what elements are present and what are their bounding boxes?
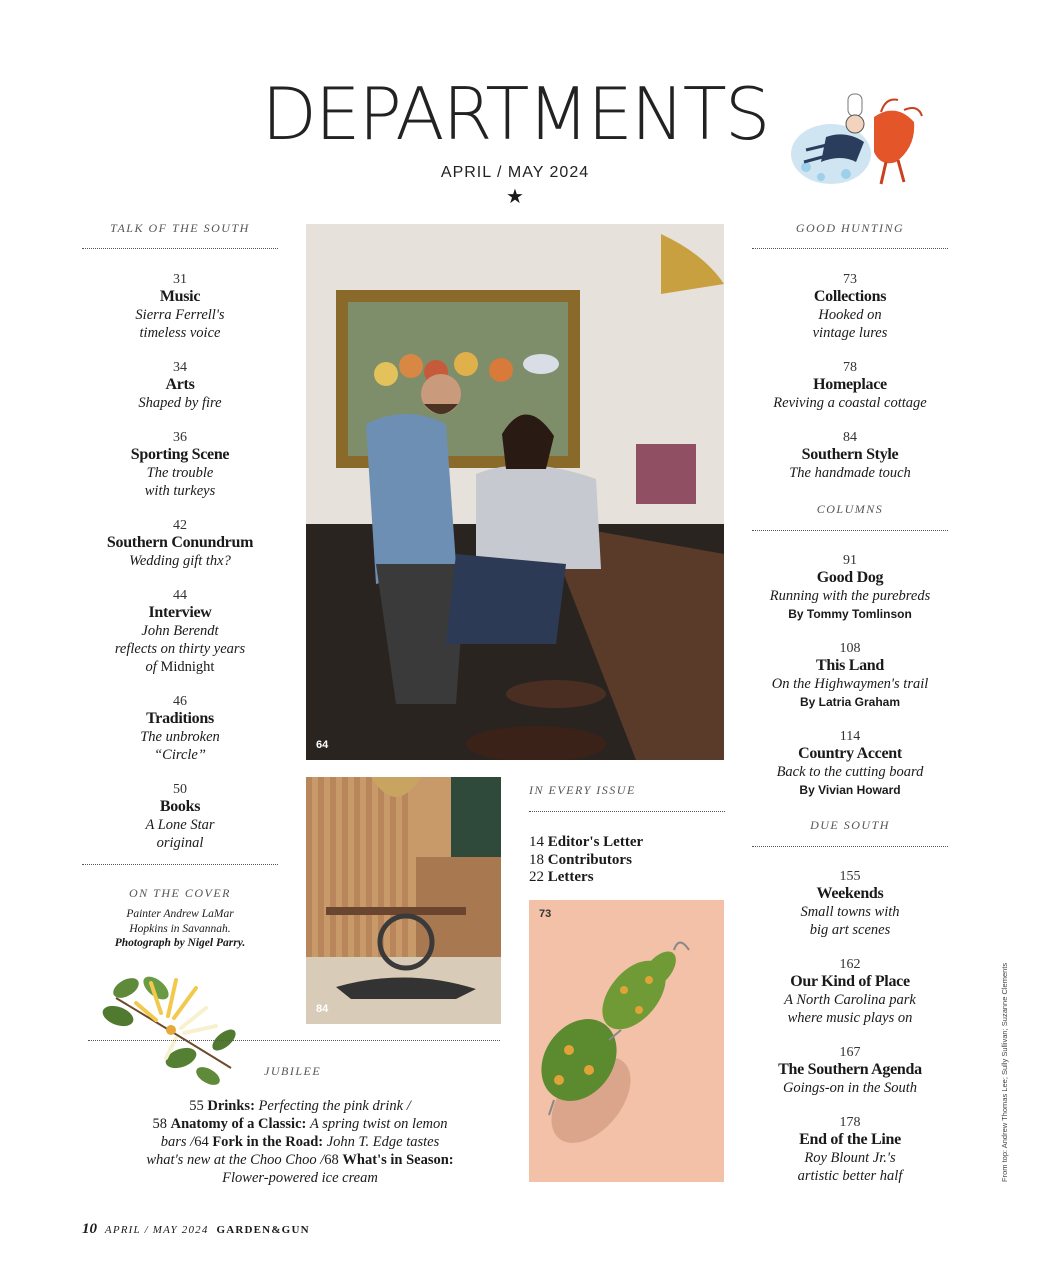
- frog-lure-photo: [529, 900, 724, 1182]
- byline: By Tommy Tomlinson: [788, 607, 912, 621]
- page-number: 91: [843, 553, 857, 568]
- toc-entry-homeplace[interactable]: [752, 359, 948, 412]
- section-label-in-every-issue: IN EVERY ISSUE: [529, 783, 636, 797]
- toc-entry-sporting-scene[interactable]: [82, 429, 278, 500]
- toc-entry-traditions[interactable]: [82, 693, 278, 764]
- divider: [752, 530, 948, 531]
- entry-title: Collections: [813, 288, 887, 305]
- entry-title: Homeplace: [813, 376, 887, 393]
- toc-entry-this-land[interactable]: [752, 640, 948, 711]
- entry-title: Southern Style: [801, 446, 899, 463]
- entry-title: The Southern Agenda: [778, 1061, 922, 1078]
- entry-dek: of Midnight: [145, 659, 215, 675]
- entry-dek: Hooked on: [818, 307, 882, 323]
- entry-title: End of the Line: [799, 1131, 901, 1148]
- toc-entry-southern-style[interactable]: [752, 429, 948, 482]
- entry-dek: reflects on thirty years: [114, 641, 246, 657]
- toc-entry-our-kind-of-place[interactable]: [752, 956, 948, 1027]
- page-number: 114: [839, 729, 861, 744]
- toc-entry-southern-conundrum[interactable]: [82, 517, 278, 570]
- star-icon: ★: [506, 184, 524, 208]
- list-item[interactable]: 18 Contributors: [529, 851, 632, 868]
- byline: By Vivian Howard: [799, 783, 901, 797]
- entry-title: Music: [159, 288, 201, 305]
- page-number: 178: [839, 1115, 861, 1130]
- toc-entry-country-accent[interactable]: [752, 728, 948, 799]
- photo-credit: From top: Andrew Thomas Lee; Sully Sullivan; Suzanne Clements: [1000, 962, 1009, 1182]
- toc-entry-arts[interactable]: [82, 359, 278, 412]
- divider: [752, 248, 948, 249]
- entry-dek: Small towns with: [800, 904, 900, 920]
- entry-dek: Roy Blount Jr.'s: [804, 1150, 896, 1166]
- chef-lobster-illustration: [786, 92, 926, 192]
- section-label-talk-of-the-south: TALK OF THE SOUTH: [110, 221, 250, 235]
- page-title: DEPARTMENTS: [261, 72, 769, 156]
- entry-title: Traditions: [146, 710, 214, 727]
- entry-dek: A North Carolina park: [784, 992, 916, 1008]
- entry-dek: Running with the purebreds: [769, 588, 931, 604]
- page-number: 31: [173, 272, 187, 287]
- jubilee-list: 55 Drinks: Perfecting the pink drink / 58 Anatomy of a Classic: A spring twist on lemon bars /64 Fork in the Road: John T. Edge tastes what's new at the Choo Choo /68 What's in Season: Flower-powered ice cream: [146, 1098, 454, 1186]
- section-label-due-south: DUE SOUTH: [810, 818, 890, 832]
- section-label-jubilee: JUBILEE: [264, 1064, 322, 1078]
- entry-title: Sporting Scene: [130, 446, 230, 463]
- entry-title: Good Dog: [816, 569, 884, 586]
- page-number: 50: [173, 782, 187, 797]
- entry-dek: John Berendt: [141, 623, 219, 639]
- issue-date: APRIL / MAY 2024: [440, 164, 590, 181]
- byline: By Latria Graham: [799, 695, 901, 709]
- entry-dek: Back to the cutting board: [776, 764, 924, 780]
- entry-dek: Wedding gift thx?: [129, 553, 231, 569]
- page-number: 155: [839, 869, 861, 884]
- list-item[interactable]: 22 Letters: [529, 869, 594, 885]
- kitchen-photo: [306, 777, 501, 1024]
- section-label-columns: COLUMNS: [816, 502, 884, 516]
- entry-dek: The handmade touch: [789, 465, 911, 481]
- entry-dek: The trouble: [146, 465, 214, 481]
- entry-title: Books: [159, 798, 201, 815]
- page-number: 46: [173, 694, 187, 709]
- entry-dek: A Lone Star: [145, 817, 215, 833]
- entry-dek: “Circle”: [154, 747, 206, 763]
- entry-dek: Shaped by fire: [138, 395, 222, 411]
- list-item[interactable]: 14 Editor's Letter: [529, 834, 644, 850]
- page-number: 36: [173, 430, 187, 445]
- page-number: 162: [839, 957, 861, 972]
- entry-dek: The unbroken: [140, 729, 220, 745]
- entry-title: Southern Conundrum: [106, 534, 254, 551]
- section-label-good-hunting: GOOD HUNTING: [795, 221, 905, 235]
- entry-dek: vintage lures: [812, 325, 888, 341]
- toc-entry-end-of-the-line[interactable]: [752, 1114, 948, 1185]
- page-number: 167: [839, 1045, 861, 1060]
- entry-dek: timeless voice: [139, 325, 221, 341]
- toc-entry-weekends[interactable]: [752, 868, 948, 939]
- entry-dek: with turkeys: [144, 483, 216, 499]
- entry-dek: where music plays on: [787, 1010, 913, 1026]
- entry-dek: Reviving a coastal cottage: [773, 395, 927, 411]
- page-footer: 10 APRIL / MAY 2024 GARDEN&GUN: [82, 1221, 310, 1237]
- couple-photo: [306, 224, 724, 760]
- entry-dek: Sierra Ferrell's: [135, 307, 225, 323]
- page-number: 42: [173, 518, 187, 533]
- toc-entry-collections[interactable]: [752, 271, 948, 342]
- entry-dek: original: [156, 835, 204, 851]
- entry-dek: Goings-on in the South: [782, 1080, 918, 1096]
- photo-page-number: 84: [316, 1003, 329, 1015]
- divider: [88, 1040, 500, 1041]
- in-every-issue-list: [529, 834, 729, 887]
- entry-dek: big art scenes: [809, 922, 891, 938]
- toc-entry-interview[interactable]: [82, 587, 278, 676]
- photo-page-number: 73: [539, 908, 552, 920]
- page-number: 44: [173, 588, 187, 603]
- entry-dek: artistic better half: [797, 1168, 903, 1184]
- entry-title: Arts: [165, 376, 195, 393]
- toc-entry-southern-agenda[interactable]: [752, 1044, 948, 1097]
- divider: [82, 248, 278, 249]
- photo-page-number: 64: [316, 739, 329, 751]
- toc-entry-good-dog[interactable]: [752, 552, 948, 623]
- cover-caption: Painter Andrew LaMar Hopkins in Savannah. Photograph by Nigel Parry.: [114, 908, 246, 949]
- divider: [752, 846, 948, 847]
- page-number: 84: [843, 430, 857, 445]
- page-number: 73: [843, 272, 857, 287]
- entry-title: Our Kind of Place: [790, 973, 910, 990]
- page-number: 108: [839, 641, 861, 656]
- entry-title: Country Accent: [798, 745, 902, 762]
- divider: [529, 811, 725, 812]
- entry-title: Interview: [148, 604, 212, 621]
- divider: [82, 864, 278, 865]
- page-number: 78: [843, 360, 857, 375]
- section-label-on-the-cover: ON THE COVER: [129, 886, 231, 900]
- page-number: 34: [173, 360, 187, 375]
- entry-title: This Land: [815, 657, 884, 674]
- entry-dek: On the Highwaymen's trail: [771, 676, 929, 692]
- honeysuckle-illustration: [96, 958, 246, 1088]
- toc-entry-books[interactable]: [82, 781, 278, 852]
- entry-title: Weekends: [816, 885, 884, 902]
- toc-entry-music[interactable]: [82, 271, 278, 342]
